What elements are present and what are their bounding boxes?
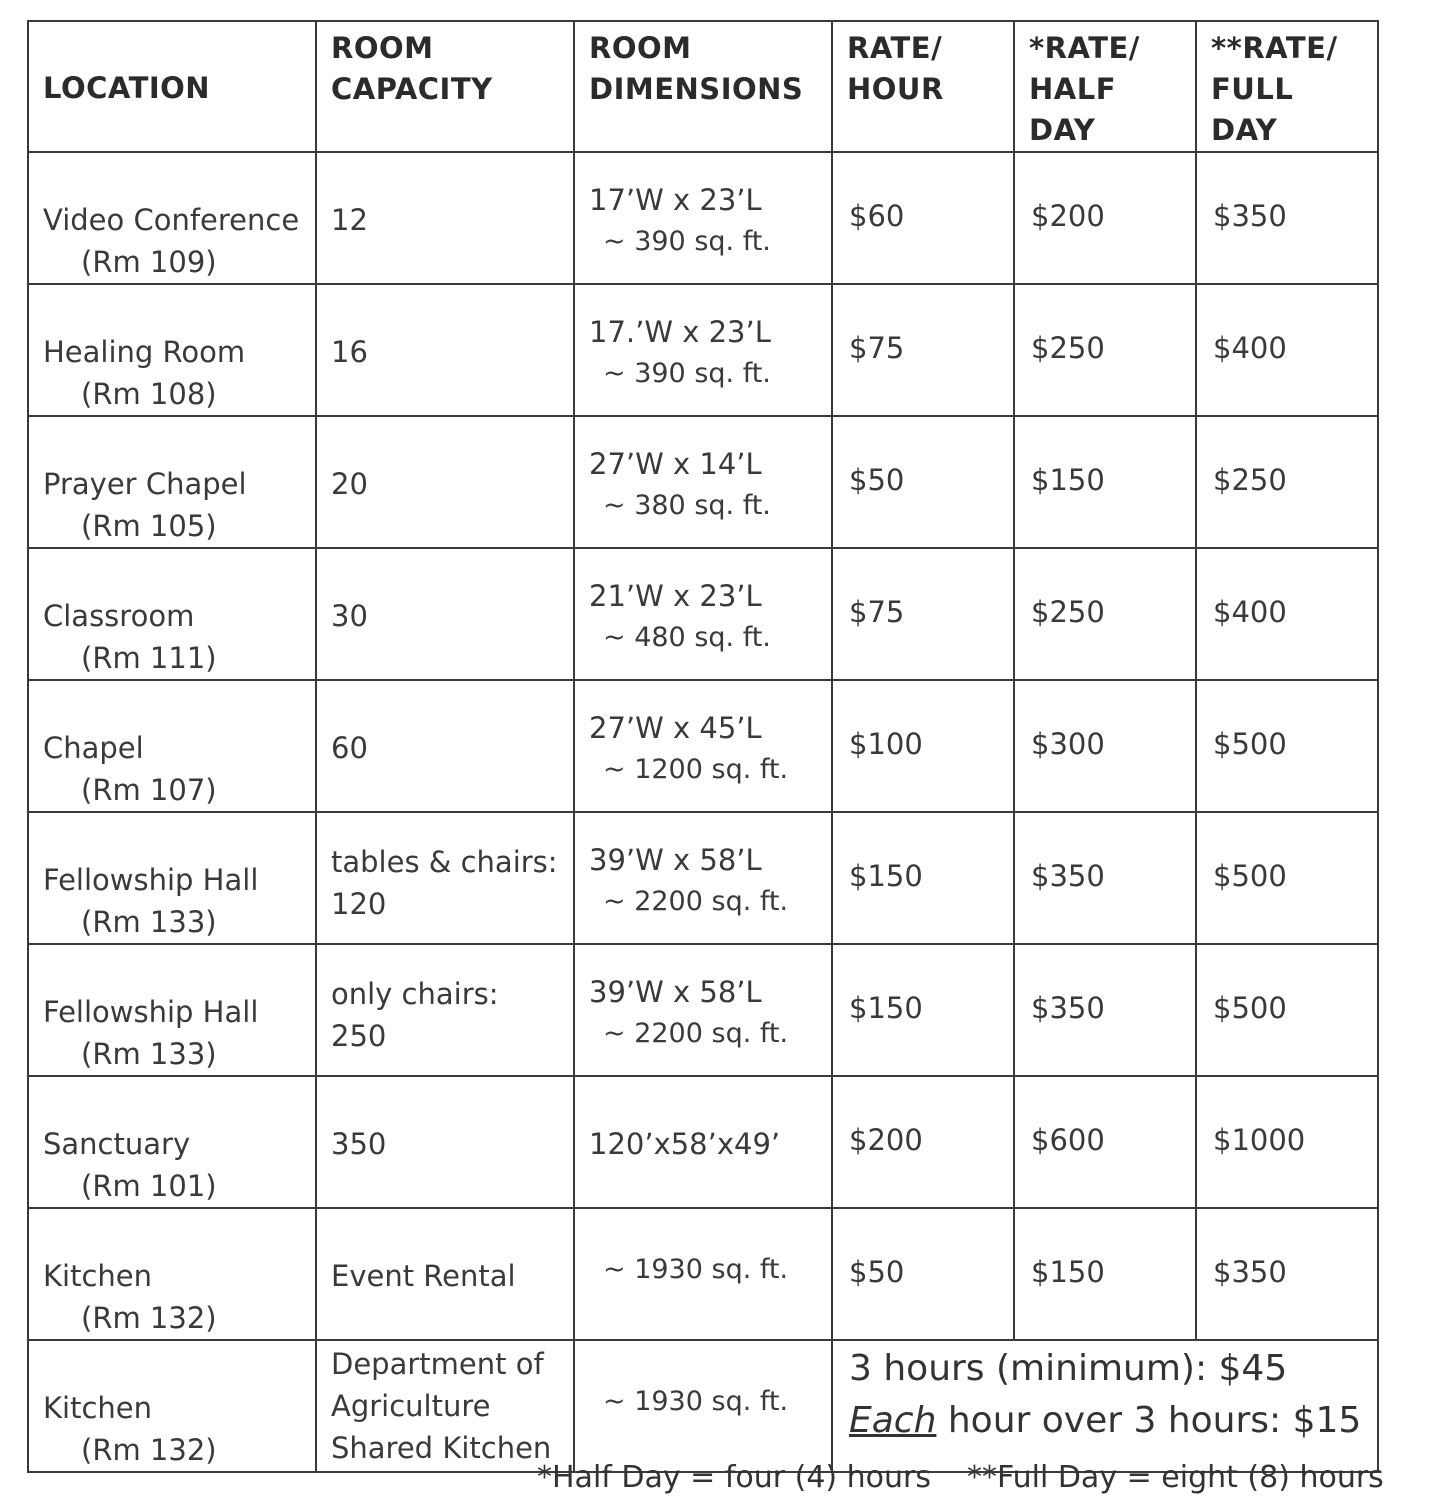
capacity-line: 16 — [331, 335, 368, 369]
cell-location — [28, 152, 316, 284]
cell-rate-half-day — [1014, 284, 1196, 416]
location-name: Sanctuary — [43, 1127, 191, 1161]
dimension-area: ~ 480 sq. ft. — [603, 622, 771, 653]
cell-rate-half-day — [1014, 680, 1196, 812]
dimension-size: 39’W x 58’L — [589, 843, 762, 877]
cell-location — [28, 284, 316, 416]
emphasis-each: Each — [849, 1400, 937, 1441]
cell-capacity — [316, 1340, 574, 1472]
cell-dimensions — [574, 812, 832, 944]
table-row — [28, 944, 1378, 1076]
dimension-size: 17’W x 23’L — [589, 183, 762, 217]
cell-capacity — [316, 944, 574, 1076]
rate-value: $500 — [1213, 991, 1287, 1025]
table-row — [28, 548, 1378, 680]
capacity-line: 250 — [331, 1019, 387, 1053]
rate-value: $400 — [1213, 331, 1287, 365]
header-capacity-line1: ROOM — [331, 31, 434, 65]
cell-rate-full-day — [1196, 1076, 1378, 1208]
location-room-number: (Rm 133) — [81, 905, 217, 939]
dimension-area: ~ 390 sq. ft. — [603, 358, 771, 389]
cell-dimensions — [574, 1208, 832, 1340]
cell-rate-full-day — [1196, 152, 1378, 284]
location-room-number: (Rm 101) — [81, 1169, 217, 1203]
rate-value: $600 — [1031, 1123, 1105, 1157]
rate-value: $250 — [1213, 463, 1287, 497]
cell-rate-full-day — [1196, 680, 1378, 812]
cell-rate-full-day — [1196, 944, 1378, 1076]
location-name: Fellowship Hall — [43, 863, 259, 897]
rate-value: $50 — [849, 463, 905, 497]
dimension-size: 21’W x 23’L — [589, 579, 762, 613]
cell-rate-hour — [832, 1076, 1014, 1208]
header-rate-half-line2: HALF DAY — [1029, 72, 1117, 147]
cell-dimensions — [574, 152, 832, 284]
table-row-kitchen-shared — [28, 1340, 1378, 1472]
rate-value: $1000 — [1213, 1123, 1306, 1157]
location-name: Prayer Chapel — [43, 467, 247, 501]
rate-value: $75 — [849, 595, 905, 629]
capacity-line: 20 — [331, 467, 368, 501]
dimension-size: 27’W x 14’L — [589, 447, 762, 481]
location-name: Kitchen — [43, 1259, 152, 1293]
header-rate-half-line1: *RATE/ — [1029, 31, 1140, 65]
kitchen-extra-hour-text: hour over 3 hours: $15 — [936, 1400, 1362, 1441]
cell-dimensions — [574, 1076, 832, 1208]
cell-capacity — [316, 548, 574, 680]
cell-rate-hour — [832, 944, 1014, 1076]
cell-dimensions — [574, 680, 832, 812]
cell-rate-half-day — [1014, 416, 1196, 548]
dimension-size: 17.’W x 23’L — [589, 315, 771, 349]
rate-value: $250 — [1031, 331, 1105, 365]
dimension-size: 27’W x 45’L — [589, 711, 762, 745]
rate-value: $50 — [849, 1255, 905, 1289]
location-name: Chapel — [43, 731, 144, 765]
cell-rate-full-day — [1196, 1208, 1378, 1340]
kitchen-extra-hour-rate — [849, 1395, 1367, 1447]
room-rates-table — [27, 20, 1379, 1473]
cell-location — [28, 1076, 316, 1208]
location-name: Kitchen — [43, 1391, 152, 1425]
cell-rate-hour — [832, 284, 1014, 416]
rate-value: $150 — [1031, 463, 1105, 497]
table-row — [28, 812, 1378, 944]
location-room-number: (Rm 132) — [81, 1433, 217, 1467]
rate-value: $400 — [1213, 595, 1287, 629]
cell-capacity — [316, 416, 574, 548]
cell-capacity — [316, 1208, 574, 1340]
capacity-line: 350 — [331, 1127, 387, 1161]
cell-location — [28, 812, 316, 944]
capacity-line: only chairs: — [331, 977, 499, 1011]
rate-value: $150 — [849, 859, 923, 893]
header-capacity — [316, 21, 574, 152]
location-room-number: (Rm 107) — [81, 773, 217, 807]
location-room-number: (Rm 109) — [81, 245, 217, 279]
cell-rate-half-day — [1014, 1208, 1196, 1340]
header-dimensions — [574, 21, 832, 152]
dimension-area: ~ 1930 sq. ft. — [603, 1254, 789, 1285]
header-rate-full-line2: FULL DAY — [1211, 72, 1294, 147]
location-name: Video Conference — [43, 203, 300, 237]
cell-rate-full-day — [1196, 284, 1378, 416]
rate-value: $500 — [1213, 859, 1287, 893]
header-location-label: LOCATION — [43, 71, 211, 105]
location-name: Fellowship Hall — [43, 995, 259, 1029]
capacity-line: Department of — [331, 1347, 544, 1381]
rate-value: $300 — [1031, 727, 1105, 761]
cell-rate-half-day — [1014, 152, 1196, 284]
cell-rate-half-day — [1014, 944, 1196, 1076]
capacity-line: 12 — [331, 203, 368, 237]
cell-location — [28, 944, 316, 1076]
capacity-line: 60 — [331, 731, 368, 765]
dimension-area: ~ 2200 sq. ft. — [603, 1018, 789, 1049]
header-dimensions-line1: ROOM — [589, 31, 692, 65]
capacity-line: 120 — [331, 887, 387, 921]
header-rate-half-day — [1014, 21, 1196, 152]
header-row — [28, 21, 1378, 152]
dimension-area: ~ 1930 sq. ft. — [603, 1386, 789, 1417]
cell-rate-full-day — [1196, 812, 1378, 944]
cell-dimensions — [574, 284, 832, 416]
dimension-size: 120’x58’x49’ — [589, 1127, 781, 1161]
rate-value: $75 — [849, 331, 905, 365]
rate-value: $250 — [1031, 595, 1105, 629]
cell-capacity — [316, 152, 574, 284]
dimension-area: ~ 2200 sq. ft. — [603, 886, 789, 917]
kitchen-minimum-rate: 3 hours (minimum): $45 — [849, 1348, 1288, 1389]
header-location — [28, 21, 316, 152]
cell-capacity — [316, 680, 574, 812]
cell-dimensions — [574, 944, 832, 1076]
cell-rate-hour — [832, 416, 1014, 548]
rate-value: $350 — [1031, 991, 1105, 1025]
capacity-line: tables & chairs: — [331, 845, 558, 879]
cell-rate-hour — [832, 680, 1014, 812]
table-row — [28, 152, 1378, 284]
rate-value: $350 — [1213, 199, 1287, 233]
cell-dimensions — [574, 416, 832, 548]
rate-value: $200 — [849, 1123, 923, 1157]
header-rate-hour — [832, 21, 1014, 152]
footnote-half-day: *Half Day = four (4) hours — [537, 1460, 931, 1495]
header-rate-full-line1: **RATE/ — [1211, 31, 1338, 65]
rate-value: $200 — [1031, 199, 1105, 233]
location-room-number: (Rm 105) — [81, 509, 217, 543]
footnote-full-day: **Full Day = eight (8) hours — [967, 1460, 1384, 1495]
cell-location — [28, 1208, 316, 1340]
cell-dimensions — [574, 548, 832, 680]
rate-table-body — [28, 152, 1378, 1472]
cell-capacity — [316, 812, 574, 944]
cell-location — [28, 416, 316, 548]
capacity-line: Agriculture — [331, 1389, 491, 1423]
cell-rate-hour — [832, 812, 1014, 944]
cell-rate-half-day — [1014, 548, 1196, 680]
cell-capacity — [316, 1076, 574, 1208]
cell-rate-full-day — [1196, 548, 1378, 680]
location-room-number: (Rm 108) — [81, 377, 217, 411]
rate-value: $350 — [1213, 1255, 1287, 1289]
cell-location — [28, 680, 316, 812]
header-rate-full-day — [1196, 21, 1378, 152]
dimension-size: 39’W x 58’L — [589, 975, 762, 1009]
table-row — [28, 1076, 1378, 1208]
dimension-area: ~ 380 sq. ft. — [603, 490, 771, 521]
table-row — [28, 416, 1378, 548]
location-room-number: (Rm 111) — [81, 641, 217, 675]
header-rate-hour-line1: RATE/ — [847, 31, 943, 65]
table-row — [28, 284, 1378, 416]
cell-rate-full-day — [1196, 416, 1378, 548]
rate-value: $100 — [849, 727, 923, 761]
cell-rate-hour — [832, 1208, 1014, 1340]
header-capacity-line2: CAPACITY — [331, 72, 493, 106]
rate-value: $60 — [849, 199, 905, 233]
table-row — [28, 1208, 1378, 1340]
capacity-line: Shared Kitchen — [331, 1431, 552, 1465]
rate-value: $150 — [1031, 1255, 1105, 1289]
cell-rate-half-day — [1014, 1076, 1196, 1208]
cell-capacity — [316, 284, 574, 416]
cell-rate-hour — [832, 548, 1014, 680]
rate-value: $150 — [849, 991, 923, 1025]
cell-rate-hour — [832, 152, 1014, 284]
capacity-line: 30 — [331, 599, 368, 633]
location-name: Classroom — [43, 599, 195, 633]
cell-kitchen-hourly-note — [832, 1340, 1378, 1472]
dimension-area: ~ 390 sq. ft. — [603, 226, 771, 257]
rate-value: $500 — [1213, 727, 1287, 761]
capacity-line: Event Rental — [331, 1259, 516, 1293]
header-dimensions-line2: DIMENSIONS — [589, 72, 804, 106]
table-row — [28, 680, 1378, 812]
location-room-number: (Rm 132) — [81, 1301, 217, 1335]
footnotes — [537, 1460, 1384, 1495]
cell-location — [28, 548, 316, 680]
location-name: Healing Room — [43, 335, 246, 369]
rate-value: $350 — [1031, 859, 1105, 893]
cell-rate-half-day — [1014, 812, 1196, 944]
cell-location — [28, 1340, 316, 1472]
cell-dimensions — [574, 1340, 832, 1472]
location-room-number: (Rm 133) — [81, 1037, 217, 1071]
dimension-area: ~ 1200 sq. ft. — [603, 754, 789, 785]
header-rate-hour-line2: HOUR — [847, 72, 944, 106]
